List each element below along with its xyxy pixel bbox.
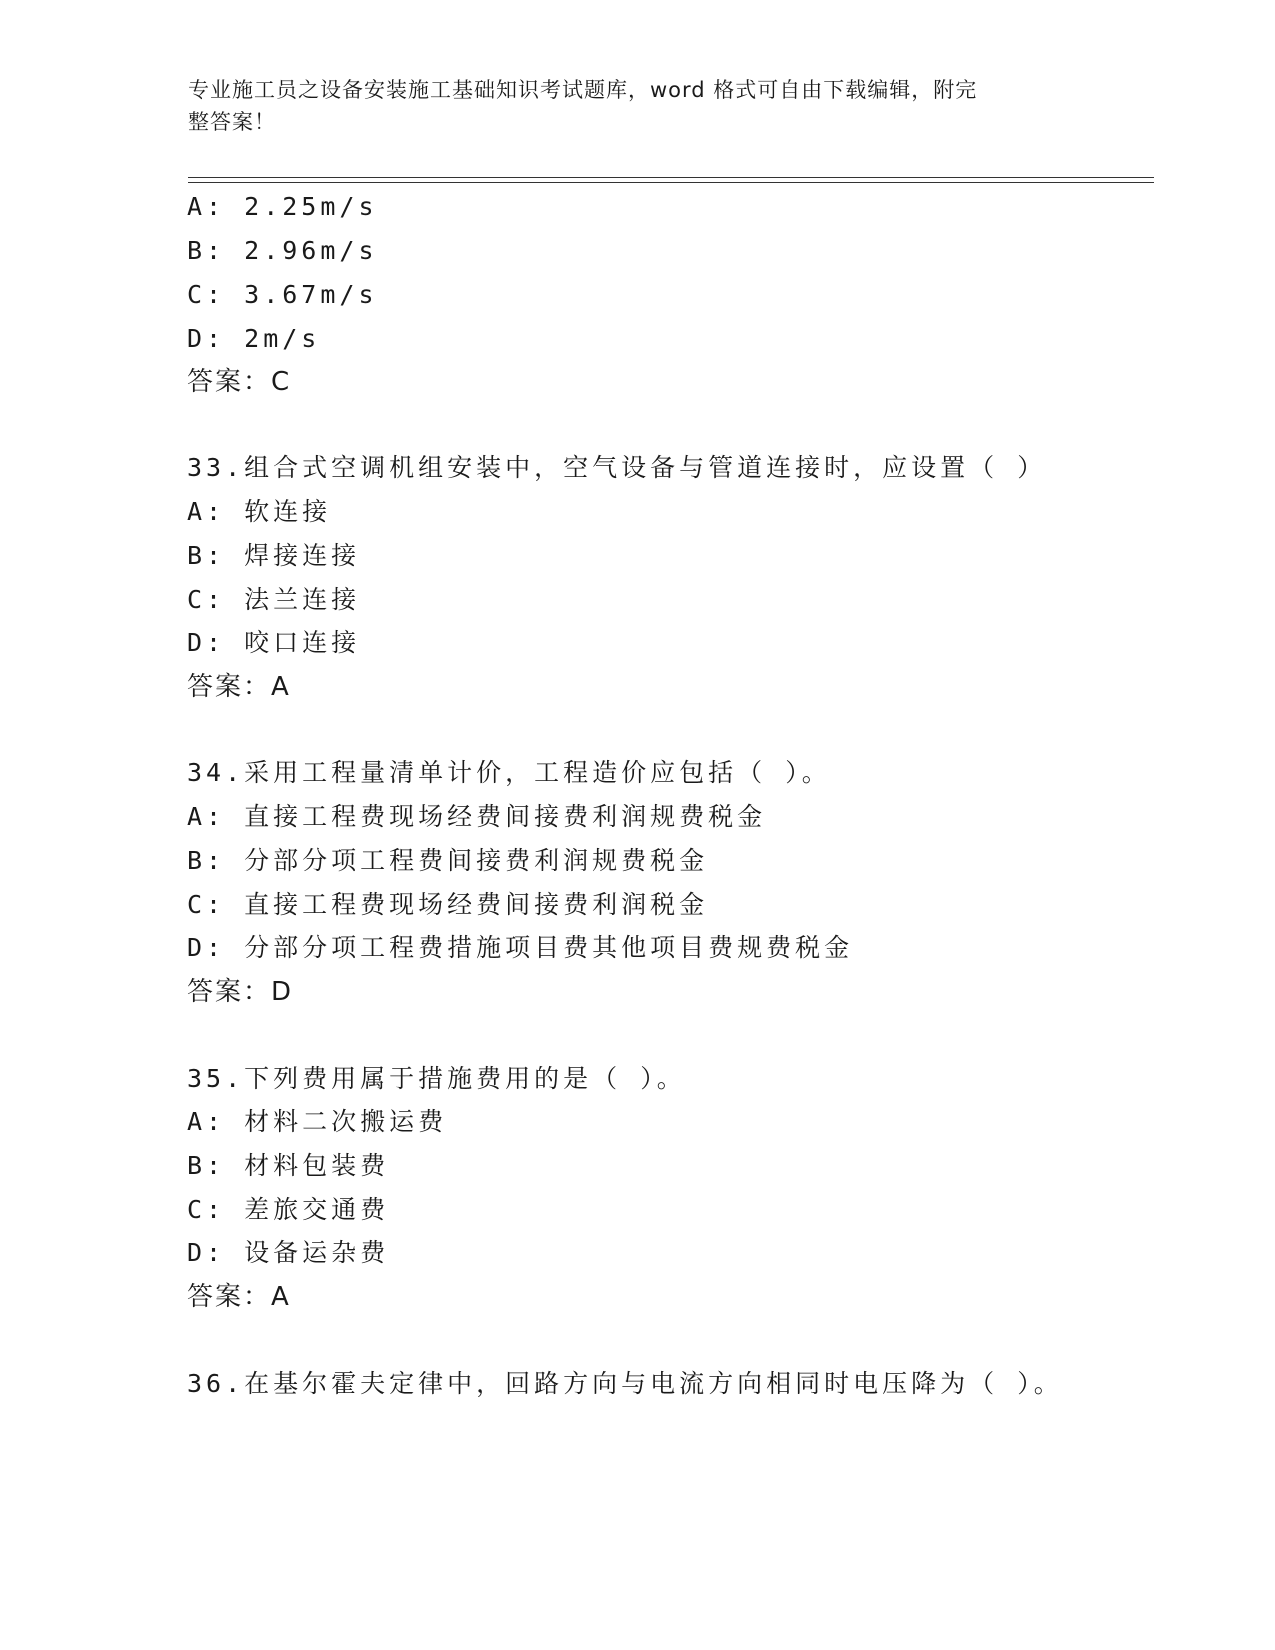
q34-option-a: A: 直接工程费现场经费间接费利润规费税金 (187, 802, 767, 831)
q33-option-d: D: 咬口连接 (187, 628, 361, 657)
q33-option-a: A: 软连接 (187, 497, 332, 526)
q32-option-d: D: 2m/s (187, 324, 321, 353)
q35-option-a: A: 材料二次搬运费 (187, 1107, 448, 1136)
q35-option-c: C: 差旅交通费 (187, 1195, 390, 1224)
q32-option-a: A: 2.25m/s (187, 192, 378, 221)
q32-option-b: B: 2.96m/s (187, 236, 378, 265)
q35-option-b: B: 材料包装费 (187, 1151, 390, 1180)
header-divider-top (188, 177, 1154, 178)
header-line-1: 专业施工员之设备安装施工基础知识考试题库，word 格式可自由下载编辑，附完 (188, 78, 978, 102)
q35-question: 35.下列费用属于措施费用的是（ ）。 (187, 1064, 686, 1093)
q34-answer: 答案：D (187, 977, 294, 1007)
q32-option-c: C: 3.67m/s (187, 280, 378, 309)
header-line-2: 整答案！ (188, 110, 276, 134)
q35-answer: 答案：A (187, 1282, 291, 1312)
q33-question: 33.组合式空调机组安装中，空气设备与管道连接时，应设置（ ） (187, 453, 1047, 482)
document-header (188, 74, 1068, 138)
q33-option-b: B: 焊接连接 (187, 541, 361, 570)
q34-question: 34.采用工程量清单计价，工程造价应包括（ ）。 (187, 758, 831, 787)
q36-question: 36.在基尔霍夫定律中，回路方向与电流方向相同时电压降为（ ）。 (187, 1369, 1063, 1398)
q33-option-c: C: 法兰连接 (187, 585, 361, 614)
q34-option-d: D: 分部分项工程费措施项目费其他项目费规费税金 (187, 933, 854, 962)
q34-option-c: C: 直接工程费现场经费间接费利润税金 (187, 890, 709, 919)
header-divider-bottom (188, 182, 1154, 183)
q32-answer: 答案：C (187, 367, 292, 397)
q33-answer: 答案：A (187, 672, 291, 702)
q35-option-d: D: 设备运杂费 (187, 1238, 390, 1267)
q34-option-b: B: 分部分项工程费间接费利润规费税金 (187, 846, 709, 875)
